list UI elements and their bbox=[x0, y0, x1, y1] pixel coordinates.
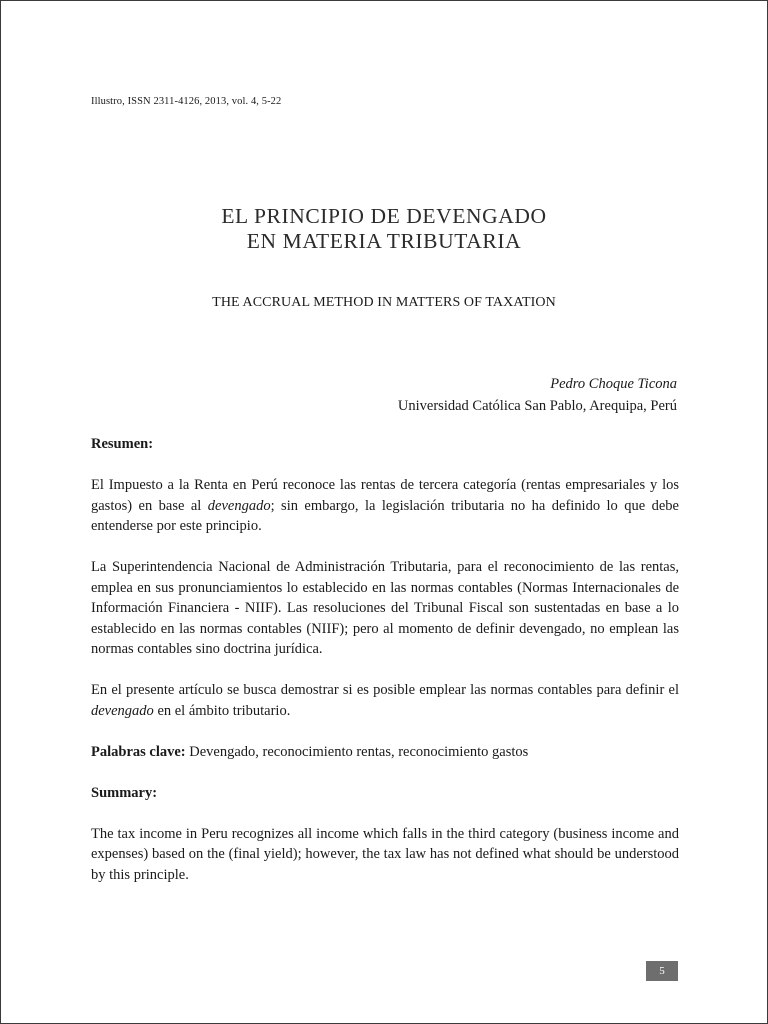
page-number-badge: 5 bbox=[646, 961, 678, 981]
summary-paragraph-1: The tax income in Peru recognizes all income which falls in the third category (business income and expenses) based on the (final yield); however, the tax law has not defined what should be understood by this principle. bbox=[91, 825, 679, 883]
keywords-text: Devengado, reconocimiento rentas, reconocimiento gastos bbox=[185, 743, 529, 760]
author-affiliation: Universidad Católica San Pablo, Arequipa, Perú bbox=[397, 398, 677, 414]
resumen-paragraph-3 bbox=[91, 680, 679, 721]
resumen-p3-text-a: En el presente artículo se busca demostrar si es posible emplear las normas contables para definir el bbox=[91, 682, 679, 698]
summary-heading: Summary: bbox=[91, 784, 158, 801]
resumen-p3-emphasis: devengado bbox=[91, 702, 154, 719]
keywords-paragraph bbox=[91, 742, 679, 763]
resumen-p3-text-b: en el ámbito tributario. bbox=[153, 702, 291, 719]
author-name: Pedro Choque Ticona bbox=[550, 376, 677, 392]
journal-citation: Illustro, ISSN 2311-4126, 2013, vol. 4, 5-22 bbox=[91, 96, 282, 107]
keywords-label: Palabras clave: bbox=[91, 743, 186, 760]
resumen-paragraph-2: La Superintendencia Nacional de Administración Tributaria, para el reconocimiento de las rentas, emplea en sus pronunciamientos lo establecido en las normas contables (Normas Internacionales de Información Financiera - NIIF). Las resoluciones del Tribunal Fiscal son sustentadas en base a lo establecido en las normas contables (NIIF); pero al momento de definir devengado, no emplean las normas contables sino doctrina jurídica. bbox=[91, 559, 679, 657]
article-title-line-1: EL PRINCIPIO DE DEVENGADO bbox=[221, 204, 547, 228]
article-subtitle: THE ACCRUAL METHOD IN MATTERS OF TAXATION bbox=[212, 295, 556, 310]
resumen-p1-text-b: ; sin embargo, la legislación tributaria no ha definido lo que debe entenderse por este principio. bbox=[91, 497, 679, 534]
resumen-p1-emphasis: devengado bbox=[207, 497, 271, 514]
resumen-paragraph-1 bbox=[91, 475, 679, 537]
article-title bbox=[1, 204, 767, 254]
article-title-line-2: EN MATERIA TRIBUTARIA bbox=[246, 229, 522, 253]
article-body bbox=[91, 434, 679, 906]
resumen-p1-text-a: El Impuesto a la Renta en Perú reconoce las rentas de tercera categoría (rentas empresariales y los gastos) en base al bbox=[91, 477, 679, 514]
author-block bbox=[398, 373, 677, 417]
resumen-heading: Resumen: bbox=[91, 436, 154, 452]
